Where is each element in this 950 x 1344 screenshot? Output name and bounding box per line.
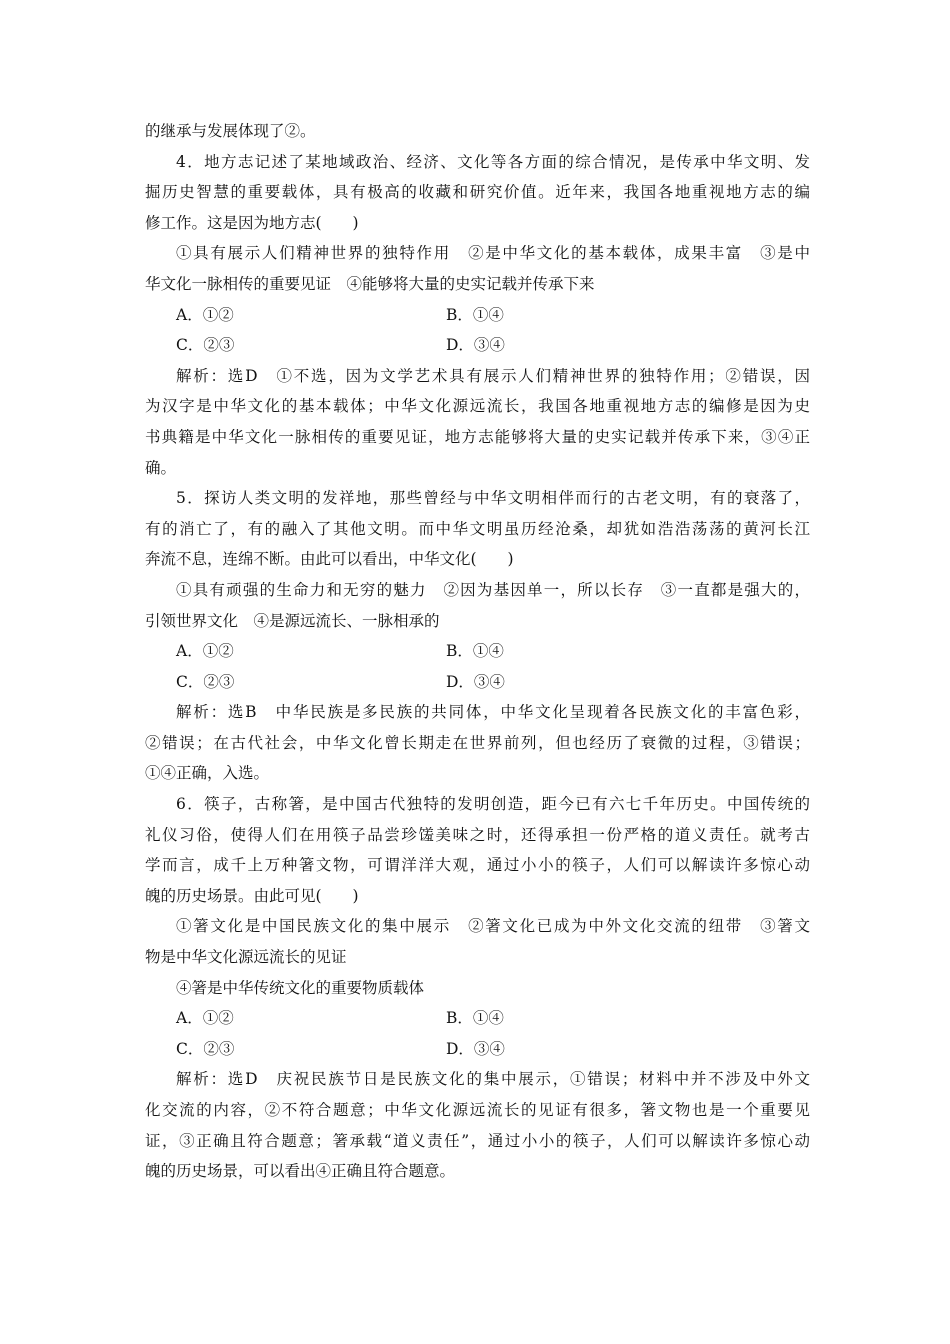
option-c: C．②③	[176, 1039, 235, 1058]
question-stem-line: 学而言，成千上万种箸文物，可谓洋洋大观，通过小小的筷子，人们可以解读许多惊心动	[145, 856, 810, 875]
option-a: A．①②	[176, 305, 234, 324]
question-stem-line: 4．地方志记述了某地域政治、经济、文化等各方面的综合情况，是传承中华文明、发	[176, 152, 810, 171]
document-page	[145, 116, 810, 1187]
option-b: B．①④	[446, 305, 504, 324]
statement-line: ①具有顽强的生命力和无穷的魅力 ②因为基因单一，所以长存 ③一直都是强大的，	[176, 580, 810, 599]
analysis-line: ①④正确，入选。	[145, 764, 270, 783]
question-stem-line: 奔流不息，连绵不断。由此可以看出，中华文化( )	[145, 550, 514, 569]
analysis-line: 化交流的内容，②不符合题意；中华文化源远流长的见证有很多，箸文物也是一个重要见	[145, 1101, 810, 1119]
analysis-line: 书典籍是中华文化一脉相传的重要见证，地方志能够将大量的史实记载并传承下来，③④正	[145, 427, 810, 446]
option-c: C．②③	[176, 336, 235, 355]
analysis-line: 为汉字是中华文化的基本载体；中华文化源远流长，我国各地重视地方志的编修是因为史	[145, 397, 810, 416]
statement-line: 华文化一脉相传的重要见证 ④能够将大量的史实记载并传承下来	[145, 274, 595, 293]
analysis-line: 证，③正确且符合题意；箸承载“道义责任”，通过小小的筷子，人们可以解读许多惊心动	[145, 1131, 810, 1150]
option-row	[145, 330, 810, 361]
option-b: B．①④	[446, 1009, 504, 1028]
statement-line: ①箸文化是中国民族文化的集中展示 ②箸文化已成为中外文化交流的纽带 ③箸文	[176, 917, 810, 936]
question-stem-line: 掘历史智慧的重要载体，具有极高的收藏和研究价值。近年来，我国各地重视地方志的编	[145, 183, 810, 202]
analysis-line: 魄的历史场景，可以看出④正确且符合题意。	[145, 1162, 456, 1181]
question-stem-line: 6．筷子，古称箸，是中国古代独特的发明创造，距今已有六七千年历史。中国传统的	[176, 795, 810, 814]
statement-line: ④箸是中华传统文化的重要物质载体	[176, 978, 425, 997]
question-stem-line: 有的消亡了，有的融入了其他文明。而中华文明虽历经沧桑，却犹如浩浩荡荡的黄河长江	[145, 519, 810, 538]
statement-line: 物是中华文化源远流长的见证	[145, 948, 347, 967]
option-row	[145, 667, 810, 698]
statement-line: 引领世界文化 ④是源远流长、一脉相承的	[145, 611, 440, 630]
option-a: A．①②	[176, 1009, 234, 1028]
option-row	[145, 1003, 810, 1034]
option-d: D．③④	[446, 672, 505, 691]
analysis-line: 确。	[145, 458, 177, 477]
option-row	[145, 300, 810, 331]
question-stem-line: 礼仪习俗，使得人们在用筷子品尝珍馐美味之时，还得承担一份严格的道义责任。就考古	[145, 825, 810, 844]
option-a: A．①②	[176, 642, 234, 661]
option-row	[145, 1034, 810, 1065]
analysis-line: 解析：选D 庆祝民族节日是民族文化的集中展示，①错误；材料中并不涉及中外文	[176, 1070, 810, 1089]
statement-line: ①具有展示人们精神世界的独特作用 ②是中华文化的基本载体，成果丰富 ③是中	[176, 244, 810, 263]
question-5	[145, 483, 810, 789]
analysis-line: 解析：选D ①不选，因为文学艺术具有展示人们精神世界的独特作用；②错误，因	[176, 366, 810, 385]
option-c: C．②③	[176, 672, 235, 691]
question-stem-line: 修工作。这是因为地方志( )	[145, 213, 359, 232]
prev-analysis-tail: 的继承与发展体现了②。	[145, 122, 316, 140]
option-d: D．③④	[446, 1039, 505, 1058]
question-stem-line: 5．探访人类文明的发祥地，那些曾经与中华文明相伴而行的古老文明，有的衰落了，	[176, 489, 810, 508]
question-4	[145, 147, 810, 484]
analysis-line: ②错误；在古代社会，中华文化曾长期走在世界前列，但也经历了衰微的过程，③错误；	[145, 733, 810, 752]
analysis-line: 解析：选B 中华民族是多民族的共同体，中华文化呈现着各民族文化的丰富色彩，	[176, 703, 810, 722]
question-6	[145, 789, 810, 1187]
option-row	[145, 636, 810, 667]
question-stem-line: 魄的历史场景。由此可见( )	[145, 886, 359, 905]
option-b: B．①④	[446, 642, 504, 661]
option-d: D．③④	[446, 336, 505, 355]
